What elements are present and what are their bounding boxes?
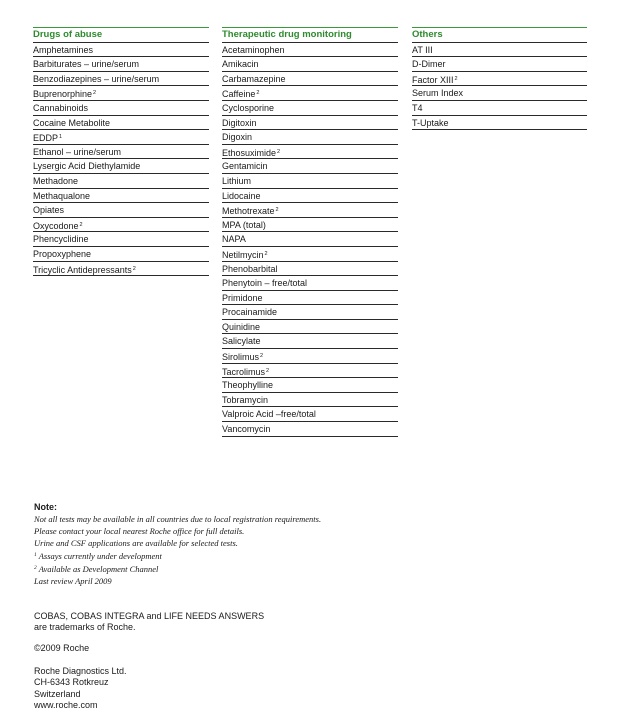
test-list-item xyxy=(222,393,398,408)
test-list-item xyxy=(33,101,209,116)
test-name: Ethanol – urine/serum xyxy=(33,146,122,157)
note-text: Please contact your local nearest Roche office for full details. xyxy=(34,526,245,536)
column-heading: Others xyxy=(412,27,587,43)
test-name: T4 xyxy=(412,102,423,113)
note-text: Assays currently under development xyxy=(36,551,162,561)
test-name: Phenytoin – free/total xyxy=(222,278,308,289)
test-list-item xyxy=(222,72,398,87)
test-name: Salicylate xyxy=(222,336,261,347)
test-list-item xyxy=(222,43,398,58)
footnote-marker: 1 xyxy=(34,552,37,558)
column-heading: Therapeutic drug monitoring xyxy=(222,27,398,43)
test-list-item xyxy=(412,43,587,58)
footnote-marker: 2 xyxy=(256,90,260,97)
footnote-marker: 2 xyxy=(277,148,281,155)
column-heading: Drugs of abuse xyxy=(33,27,209,43)
test-list-item xyxy=(222,174,398,189)
test-name: Valproic Acid –free/total xyxy=(222,409,316,420)
footnote-marker: 2 xyxy=(93,90,97,97)
address-line: Switzerland xyxy=(34,688,81,699)
note-text: Urine and CSF applications are available for selected tests. xyxy=(34,538,238,548)
test-name: Amikacin xyxy=(222,59,259,70)
note-line xyxy=(34,562,434,575)
note-line xyxy=(34,549,434,562)
test-list-item xyxy=(222,247,398,262)
test-list-item xyxy=(222,116,398,131)
test-name: Buprenorphine xyxy=(33,89,93,100)
test-name: T-Uptake xyxy=(412,117,449,128)
note-text: Not all tests may be available in all countries due to local registration requirements. xyxy=(34,514,322,524)
test-list-item xyxy=(222,130,398,145)
note-lines xyxy=(34,513,434,587)
test-name: NAPA xyxy=(222,234,246,245)
test-name: Phenobarbital xyxy=(222,263,278,274)
note-text: Available as Development Channel xyxy=(36,564,159,574)
test-list-item xyxy=(412,57,587,72)
footnote-marker: 2 xyxy=(266,367,270,374)
note-line xyxy=(34,537,434,549)
test-list-item xyxy=(412,116,587,131)
website-link[interactable]: www.roche.com xyxy=(34,699,98,710)
test-name: Opiates xyxy=(33,205,65,216)
test-name: Digoxin xyxy=(222,132,253,143)
test-name: Tobramycin xyxy=(222,394,269,405)
test-list-item xyxy=(412,101,587,116)
test-list-item xyxy=(222,364,398,379)
trademark-line: are trademarks of Roche. xyxy=(34,622,136,633)
test-list-item xyxy=(33,72,209,87)
therapeutic-drug-monitoring-column xyxy=(222,27,398,437)
note-line xyxy=(34,575,434,587)
test-name: Primidone xyxy=(222,292,263,303)
company-address xyxy=(34,666,434,711)
test-name: Ethosuximide xyxy=(222,147,277,158)
footnote-marker: 2 xyxy=(264,250,268,257)
test-list-item xyxy=(222,262,398,277)
test-name: Digitoxin xyxy=(222,117,257,128)
test-list-item xyxy=(222,232,398,247)
test-name: Methotrexate xyxy=(222,206,275,217)
test-list-item xyxy=(222,203,398,218)
test-list-item xyxy=(222,101,398,116)
test-list-item xyxy=(33,57,209,72)
test-name: AT III xyxy=(412,44,433,55)
test-list-item xyxy=(33,86,209,101)
test-list-item xyxy=(222,57,398,72)
test-list-item xyxy=(33,203,209,218)
test-name: Methadone xyxy=(33,175,79,186)
test-list-item xyxy=(222,145,398,160)
test-list-item xyxy=(222,349,398,364)
footnote-marker: 2 xyxy=(132,265,136,272)
test-name: Cocaine Metabolite xyxy=(33,117,111,128)
note-line xyxy=(34,525,434,537)
test-name: Gentamicin xyxy=(222,161,268,172)
test-list-item xyxy=(33,218,209,233)
test-name: Vancomycin xyxy=(222,424,271,435)
test-list-item xyxy=(222,189,398,204)
test-name: Lithium xyxy=(222,175,252,186)
test-name: Quinidine xyxy=(222,321,261,332)
test-list-item xyxy=(412,72,587,87)
footnote-marker: 2 xyxy=(260,353,264,360)
test-name: MPA (total) xyxy=(222,219,266,230)
test-name: Sirolimus xyxy=(222,352,260,363)
note-title: Note: xyxy=(34,502,57,512)
footnote-marker: 2 xyxy=(275,207,279,214)
test-name: Amphetamines xyxy=(33,44,94,55)
test-name: EDDP xyxy=(33,133,59,144)
test-name: Phencyclidine xyxy=(33,234,89,245)
test-name: Serum Index xyxy=(412,88,464,99)
test-name: D-Dimer xyxy=(412,59,446,70)
address-line: Roche Diagnostics Ltd. xyxy=(34,666,127,676)
test-list-item xyxy=(222,159,398,174)
footnote-marker: 2 xyxy=(454,75,458,82)
test-list-item xyxy=(33,189,209,204)
test-name: Benzodiazepines – urine/serum xyxy=(33,73,160,84)
test-list-item xyxy=(222,422,398,437)
test-list-item xyxy=(222,86,398,101)
note-line xyxy=(34,513,434,525)
test-name: Factor XIII xyxy=(412,74,454,85)
footnote-marker: 2 xyxy=(79,221,83,228)
test-list-item xyxy=(33,130,209,145)
test-list-item xyxy=(222,305,398,320)
address-line: CH-6343 Rotkreuz xyxy=(34,677,109,688)
test-list-item xyxy=(33,262,209,277)
test-name: Carbamazepine xyxy=(222,73,286,84)
test-list-item xyxy=(222,218,398,233)
test-name: Lysergic Acid Diethylamide xyxy=(33,161,141,172)
test-name: Caffeine xyxy=(222,89,256,100)
copyright-notice xyxy=(34,643,434,654)
trademark-line: COBAS, COBAS INTEGRA and LIFE NEEDS ANSWERS xyxy=(34,611,265,621)
test-name: Propoxyphene xyxy=(33,248,92,259)
note-text: Last review April 2009 xyxy=(34,576,112,586)
test-name: Methaqualone xyxy=(33,190,91,201)
test-list-item xyxy=(222,334,398,349)
test-list-item xyxy=(33,145,209,160)
test-list-item xyxy=(33,247,209,262)
footnote-marker: 2 xyxy=(34,565,37,571)
test-name: Oxycodone xyxy=(33,220,79,231)
test-list-item xyxy=(33,159,209,174)
test-list-item xyxy=(222,407,398,422)
drugs-of-abuse-column xyxy=(33,27,209,276)
test-list-item xyxy=(222,378,398,393)
test-name: Tacrolimus xyxy=(222,366,266,377)
test-name: Procainamide xyxy=(222,307,278,318)
test-list-item xyxy=(33,232,209,247)
test-list-item xyxy=(33,43,209,58)
test-list-item xyxy=(222,276,398,291)
test-name: Theophylline xyxy=(222,380,274,391)
test-name: Acetaminophen xyxy=(222,44,285,55)
test-name: Tricyclic Antidepressants xyxy=(33,264,132,275)
test-list-item xyxy=(222,320,398,335)
others-column xyxy=(412,27,587,130)
test-name: Lidocaine xyxy=(222,190,261,201)
test-list-item xyxy=(222,291,398,306)
test-list-item xyxy=(33,174,209,189)
test-name: Cyclosporine xyxy=(222,102,275,113)
test-name: Cannabinoids xyxy=(33,102,89,113)
copyright-text: ©2009 Roche xyxy=(34,643,90,653)
test-name: Barbiturates – urine/serum xyxy=(33,59,140,70)
note-section xyxy=(34,501,434,587)
test-list-item xyxy=(412,86,587,101)
test-name: Netilmycin xyxy=(222,249,264,260)
footnote-marker: 1 xyxy=(59,134,63,141)
trademark-notice xyxy=(34,611,434,634)
test-list-item xyxy=(33,116,209,131)
